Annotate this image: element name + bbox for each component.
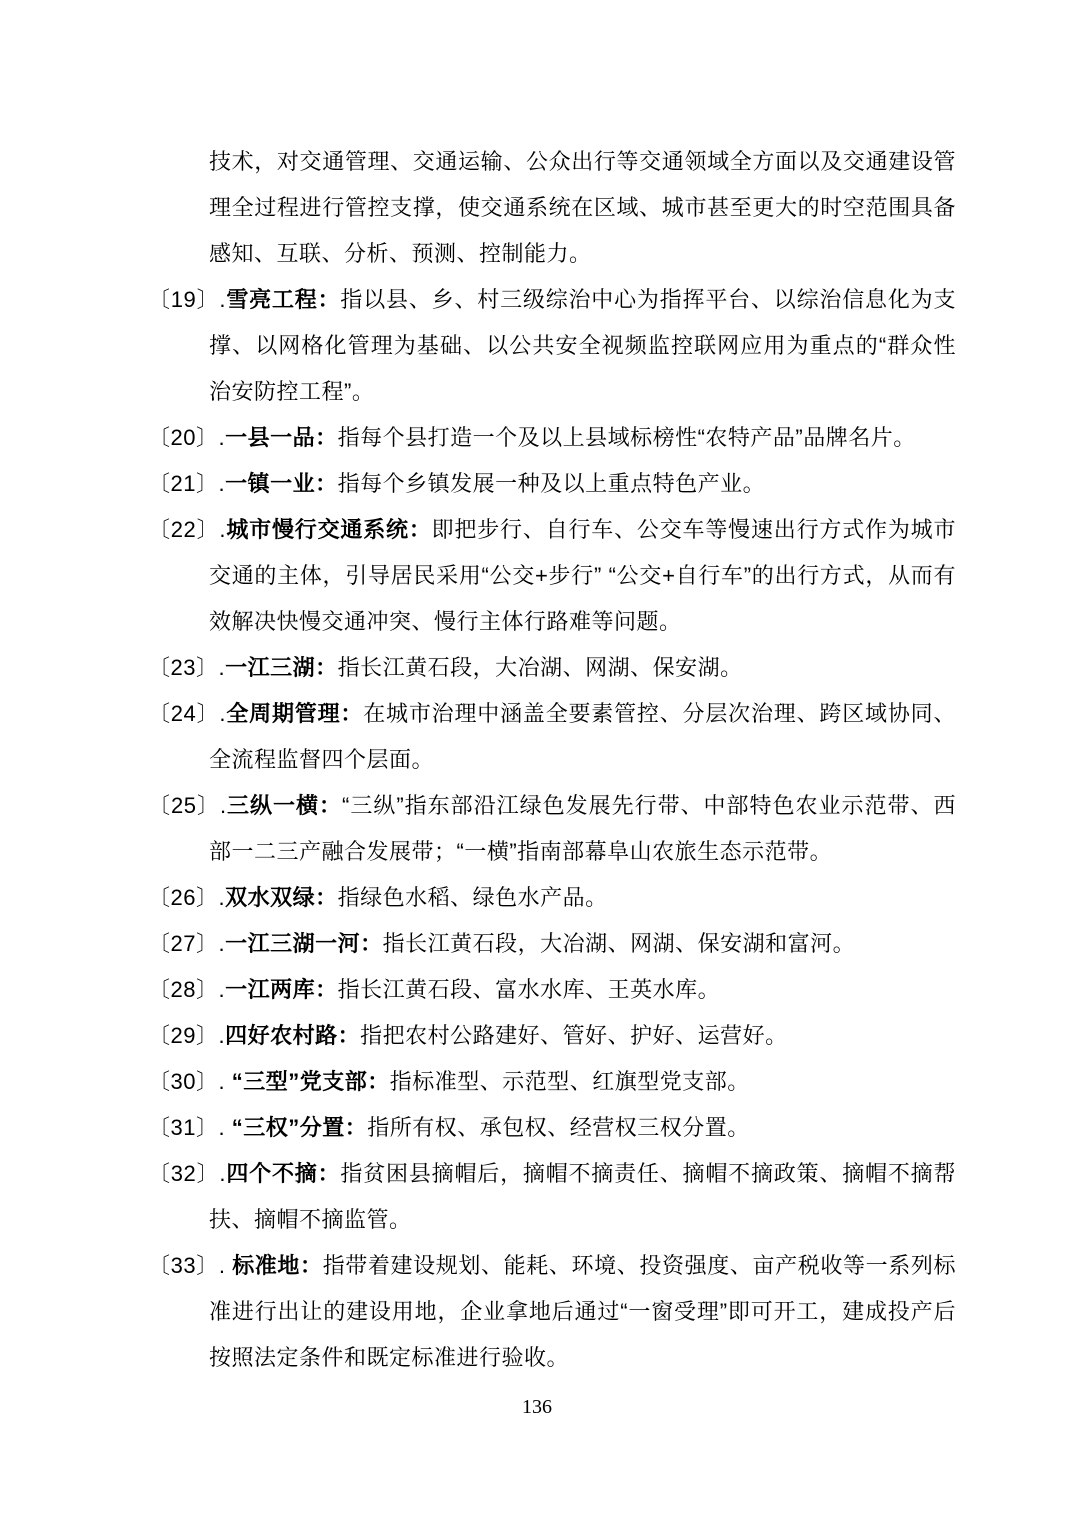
item-number: 〔22〕. (148, 517, 227, 542)
item-description: 指贫困县摘帽后，摘帽不摘责任、摘帽不摘政策、摘帽不摘帮扶、摘帽不摘监管。 (209, 1161, 956, 1232)
glossary-item-26 (148, 875, 956, 921)
item-term: 三纵一横： (226, 793, 343, 818)
item-description: 指每个县打造一个及以上县域标榜性“农特产品”品牌名片。 (337, 425, 916, 450)
item-term: 全周期管理： (226, 701, 364, 726)
item-term: 一江三湖一河： (225, 931, 383, 956)
item-term: 四好农村路： (225, 1023, 361, 1048)
glossary-item-21 (148, 461, 956, 507)
item-description: 指把农村公路建好、管好、护好、运营好。 (360, 1023, 788, 1048)
glossary-item-25 (148, 783, 956, 875)
glossary-item-19 (148, 277, 956, 415)
item-number: 〔33〕. (148, 1253, 233, 1278)
item-description: “三纵”指东部沿江绿色发展先行带、中部特色农业示范带、西部一二三产融合发展带；“一横”指南部幕阜山农旅生态示范带。 (209, 793, 956, 864)
glossary-item-22 (148, 507, 956, 645)
item-term: 城市慢行交通系统： (226, 517, 432, 542)
item-description: 指带着建设规划、能耗、环境、投资强度、亩产税收等一系列标准进行出让的建设用地，企业拿地后通过“一窗受理”即可开工，建成投产后按照法定条件和既定标准进行验收。 (209, 1253, 956, 1370)
item-number: 〔28〕. (148, 977, 226, 1002)
item-description: 指长江黄石段、富水水库、王英水库。 (337, 977, 721, 1002)
glossary-item-24 (148, 691, 956, 783)
item-number: 〔30〕. (148, 1069, 232, 1094)
item-number: 〔24〕. (148, 701, 227, 726)
item-number: 〔27〕. (148, 931, 226, 956)
item-term: 一江三湖： (225, 655, 338, 680)
glossary-item-20 (148, 415, 956, 461)
glossary-item-27 (148, 921, 956, 967)
glossary-item-30 (148, 1059, 956, 1105)
item-description: 指所有权、承包权、经营权三权分置。 (367, 1115, 750, 1140)
item-description: 指标准型、示范型、红旗型党支部。 (389, 1069, 750, 1094)
item-description: 即把步行、自行车、公交车等慢速出行方式作为城市交通的主体，引导居民采用“公交+步行” “公交+自行车”的出行方式，从而有效解决快慢交通冲突、慢行主体行路难等问题。 (209, 517, 956, 634)
item-term: 双水双绿： (225, 885, 338, 910)
item-description: 指每个乡镇发展一种及以上重点特色产业。 (337, 471, 766, 496)
item-term: “三权”分置： (231, 1115, 368, 1140)
glossary-item-33 (148, 1243, 956, 1381)
glossary-item-31 (148, 1105, 956, 1151)
item-term: 一江两库： (225, 977, 338, 1002)
item-description: 指长江黄石段，大冶湖、网湖、保安湖和富河。 (382, 931, 856, 956)
item-term: 雪亮工程： (226, 287, 341, 312)
item-term: 一镇一业： (225, 471, 338, 496)
item-term: 标准地： (232, 1253, 323, 1278)
item-number: 〔19〕. (148, 287, 227, 312)
glossary-item-28 (148, 967, 956, 1013)
glossary-item-23 (148, 645, 956, 691)
item-term: “三型”党支部： (231, 1069, 390, 1094)
item-number: 〔21〕. (148, 471, 226, 496)
item-description: 指长江黄石段，大冶湖、网湖、保安湖。 (337, 655, 743, 680)
item-number: 〔31〕. (148, 1115, 232, 1140)
glossary-content (148, 139, 956, 1381)
paragraph-continuation: 技术，对交通管理、交通运输、公众出行等交通领域全方面以及交通建设管理全过程进行管控支撑，使交通系统在区域、城市甚至更大的时空范围具备感知、互联、分析、预测、控制能力。 (209, 149, 956, 266)
glossary-item-29 (148, 1013, 956, 1059)
item-number: 〔32〕. (148, 1161, 227, 1186)
item-description: 指绿色水稻、绿色水产品。 (337, 885, 608, 910)
item-term: 一县一品： (225, 425, 338, 450)
page-number: 136 (522, 1396, 552, 1418)
item-number: 〔25〕. (148, 793, 227, 818)
item-number: 〔23〕. (148, 655, 226, 680)
item-number: 〔29〕. (148, 1023, 226, 1048)
item-term: 四个不摘： (226, 1161, 341, 1186)
glossary-item-32 (148, 1151, 956, 1243)
item-number: 〔26〕. (148, 885, 226, 910)
item-description: 指以县、乡、村三级综治中心为指挥平台、以综治信息化为支撑、以网格化管理为基础、以公共安全视频监控联网应用为重点的“群众性治安防控工程”。 (209, 287, 956, 404)
item-description: 在城市治理中涵盖全要素管控、分层次治理、跨区域协同、全流程监督四个层面。 (209, 701, 956, 772)
item-number: 〔20〕. (148, 425, 226, 450)
